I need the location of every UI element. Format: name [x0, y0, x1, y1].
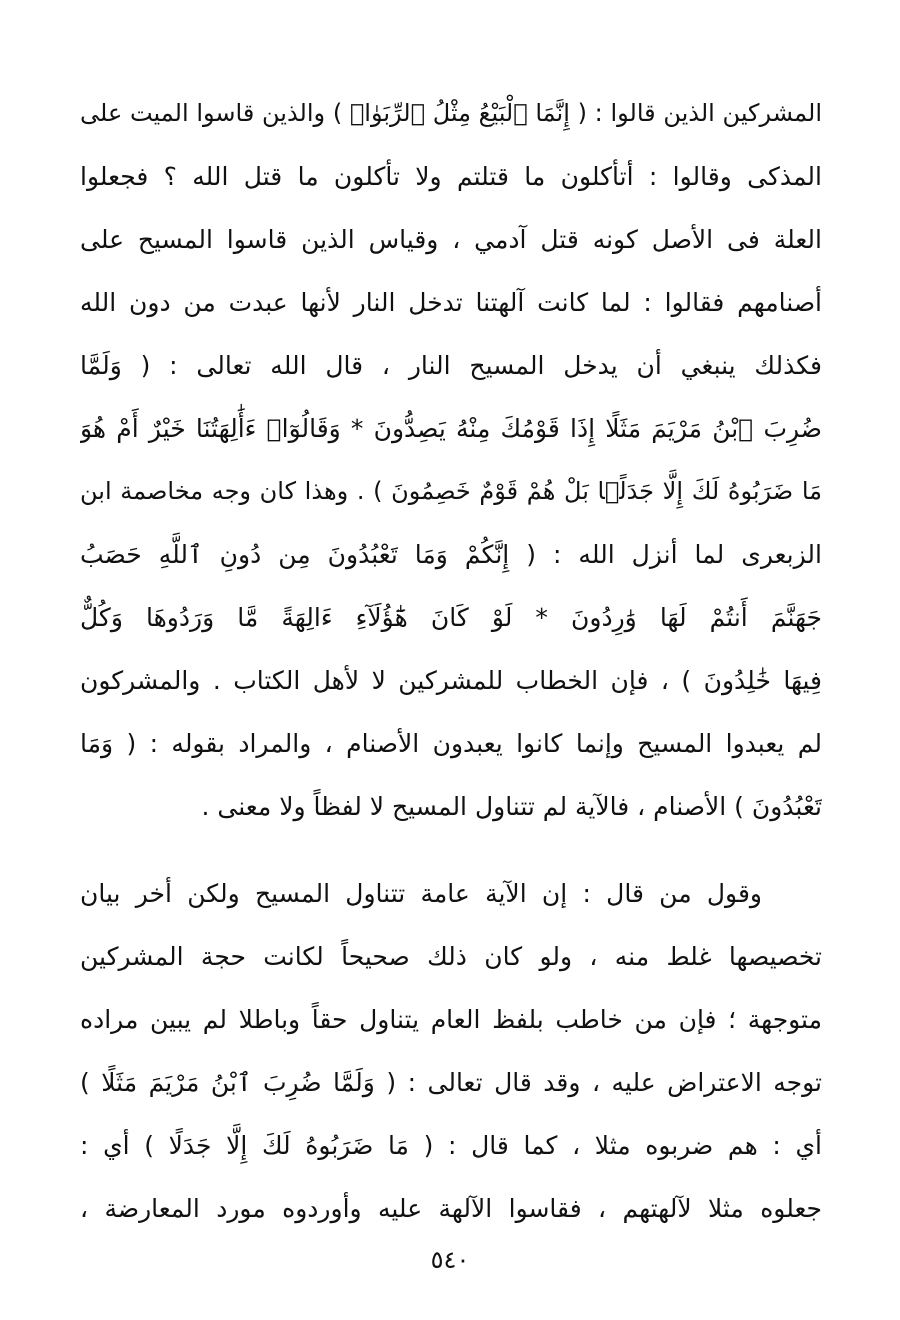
text-line: فِيهَا خَٰلِدُونَ ) ، فإن الخطاب للمشركين لا لأهل الكتاب . والمشركون [80, 666, 822, 695]
text-line: جَهَنَّمَ أَنتُمْ لَهَا وَٰرِدُونَ * لَوْ كَانَ هَٰٓؤُلَآءِ ءَالِهَةً مَّا وَرَدُوهَا وَكُلٌّ [80, 603, 822, 632]
text-line: المذكى وقالوا : أتأكلون ما قتلتم ولا تأكلون ما قتل الله ؟ فجعلوا [80, 162, 822, 191]
text-line: لم يعبدوا المسيح وإنما كانوا يعبدون الأصنام ، والمراد بقوله : ( وَمَا [80, 729, 822, 758]
text-line: وقول من قال : إن الآية عامة تتناول المسيح ولكن أخر بيان [80, 879, 762, 908]
text-line: فكذلك ينبغي أن يدخل المسيح النار ، قال الله تعالى : ( وَلَمَّا [80, 351, 822, 380]
text-line: توجه الاعتراض عليه ، وقد قال تعالى : ( وَلَمَّا ضُرِبَ ٱبْنُ مَرْيَمَ مَثَلًا ) [80, 1068, 822, 1097]
page-number: ٥٤٠ [430, 1246, 470, 1274]
paragraph-1 [80, 82, 822, 838]
text-line: أي : هم ضربوه مثلا ، كما قال : ( مَا ضَرَبُوهُ لَكَ إِلَّا جَدَلًا ) أي : [80, 1131, 822, 1160]
text-line: المشركين الذين قالوا : ( إِنَّمَا ٱلْبَيْعُ مِثْلُ ٱلرِّبَوٰا۟ ) والذين قاسوا الميت على [80, 99, 822, 127]
text-line: الزبعرى لما أنزل الله : ( إِنَّكُمْ وَمَا تَعْبُدُونَ مِن دُونِ ٱللَّهِ حَصَبُ [80, 540, 822, 569]
text-line: متوجهة ؛ فإن من خاطب بلفظ العام يتناول حقاً وباطلا لم يبين مراده [80, 1005, 822, 1034]
text-line: مَا ضَرَبُوهُ لَكَ إِلَّا جَدَلًۢا بَلْ هُمْ قَوْمٌ خَصِمُونَ ) . وهذا كان وجه مخاصمة ابن [80, 477, 822, 505]
text-line: جعلوه مثلا لآلهتهم ، فقاسوا الآلهة عليه وأوردوه مورد المعارضة ، [80, 1194, 822, 1223]
text-line: العلة فى الأصل كونه قتل آدمي ، وقياس الذين قاسوا المسيح على [80, 225, 822, 254]
text-line: تخصيصها غلط منه ، ولو كان ذلك صحيحاً لكانت حجة المشركين [80, 942, 822, 971]
text-line: تَعْبُدُونَ ) الأصنام ، فالآية لم تتناول المسيح لا لفظاً ولا معنى . [201, 792, 822, 821]
text-line: ضُرِبَ ٱبْنُ مَرْيَمَ مَثَلًا إِذَا قَوْمُكَ مِنْهُ يَصِدُّونَ * وَقَالُوٓا۟ ءَأَٰلِهَتُنَا خَيْرٌ أَمْ هُوَ [80, 414, 822, 443]
text-line: أصنامهم فقالوا : لما كانت آلهتنا تدخل النار لأنها عبدت من دون الله [80, 288, 822, 317]
paragraph-2 [80, 862, 822, 1240]
